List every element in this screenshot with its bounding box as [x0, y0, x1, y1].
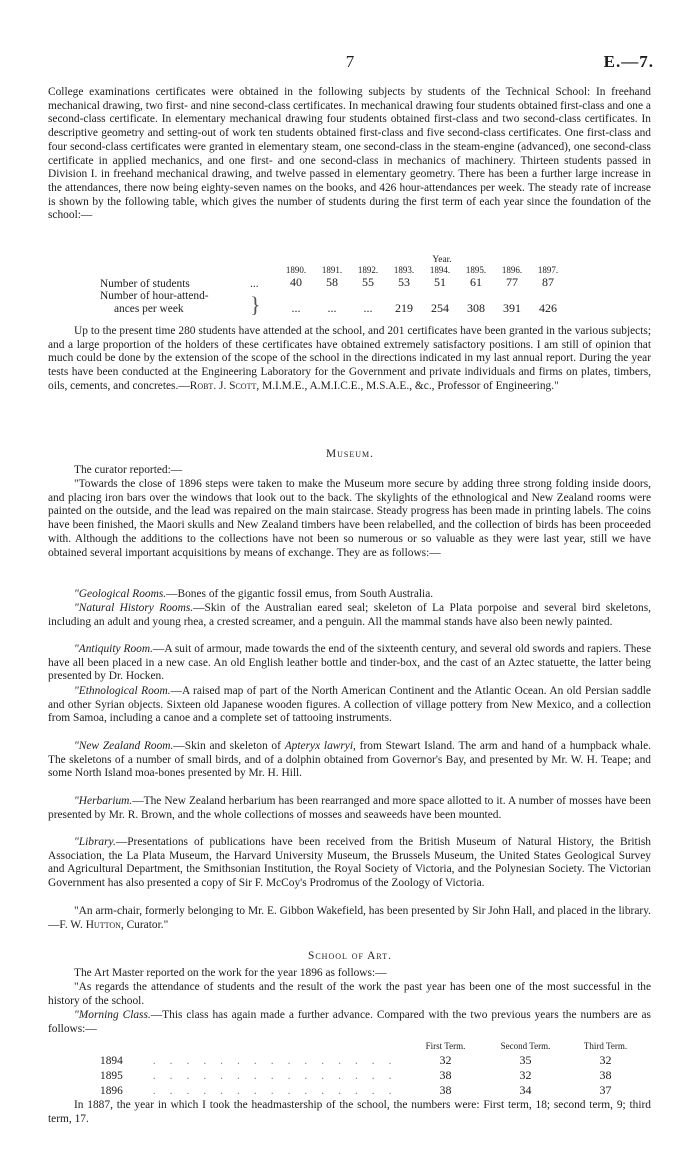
year-cell: 1896. [501, 265, 523, 275]
paragraph-text: Up to the present time 280 students have attended at the school, and 201 certificates have been granted in the various subjects; and a large proportion of the holders of these certificates have obtained extremely satisfactory positions. I am still of opinion that much could be done by the extension of the scope of the school in the directions indicated in my last annual report. During the year tests have been conducted at the Engineering Laboratory for the Government and private individuals and firms on plates, timbers, oils, cements, and concretes.— [48, 325, 651, 392]
value-cell: 426 [539, 301, 557, 315]
morning-class-table [100, 1039, 646, 1098]
students-row [100, 275, 566, 290]
value-cell: 55 [362, 275, 374, 289]
new-zealand-paragraph [48, 740, 651, 781]
enrolment-row: 1896 ............... 38 34 37 [100, 1083, 646, 1098]
page-reference: E.—7. [603, 52, 654, 71]
row-label [100, 290, 250, 316]
value-cell: ... [363, 301, 373, 315]
antiquity-label: "Antiquity Room. [74, 643, 153, 655]
curator-reported: The curator reported:— [74, 464, 183, 476]
value-cell: 35 [519, 1053, 532, 1067]
year-cell: 1893. [393, 265, 415, 275]
value-cell: 32 [519, 1068, 532, 1082]
brace-icon: } [250, 292, 261, 317]
year-header-row [100, 265, 566, 275]
paragraph-text: —A suit of armour, made towards the end of the sixteenth century, and several old swords and rapiers. These have all been placed in a new case. An old English leather bottle and tinder-box, and the cast of an Aztec statuette, the latter being presented by Dr. Hocken. [48, 643, 651, 683]
paragraph-text: —Presentations of publications have been received from the British Museum of Natural History, the British Association, the La Plata Museum, the Harvard University Museum, the Brussels Museum, the United States Geological Survey and Agricultural Department, the Smithsonian Institution, the Royal Society of Victoria, and the Polynesian Society. The Victorian Government has also presented a copy of Sir F. McCoy's Prodromus of the Zoology of Victoria. [48, 836, 651, 890]
value-cell: 40 [290, 275, 302, 289]
row-year: 1896 [100, 1084, 123, 1097]
value-cell: 391 [503, 301, 521, 315]
technical-school-paragraph: College examinations certificates were obtained in the following subjects by students of the Technical School: In freehand mechanical drawing, two first- and nine second-class certificates. In mechanical drawing four students obtained first-class and one a second-class certificate. In elementary mechanical drawing four students obtained first-class and two second-class certificates. In descriptive geometry and setting-out of work ten students obtained first-class and five second-class certificates. One first-class and four second-class certificates were granted in elementary steam, one second-class in the steam-engine (advanced), one second-class certificate in applied mechanics, and one first- and one second-class in mechanics of machinery. Thirteen students passed in Division I. in freehand mechanical drawing, and twelve passed in elementary geometry. There has been a further large increase in the attendances, there now being eighty-seven names on the books, and 426 hour-attendances per week. The steady rate of increase is shown by the following table, which gives the number of students during the first term of each year since the foundation of the school:— [48, 86, 651, 222]
library-label: "Library. [74, 836, 116, 848]
row-label-line: ances per week [114, 303, 184, 315]
value-cell: 38 [439, 1083, 452, 1097]
column-header: Second Term. [500, 1041, 551, 1051]
natural-history-paragraph [48, 602, 651, 629]
art-paragraph-1: "As regards the attendance of students and the result of the work the past year has been one of the most successful in the history of the school. [48, 981, 651, 1007]
value-cell: 219 [395, 301, 413, 315]
paragraph-text: —Skin of the Australian eared seal; skeleton of La Plata porpoise and several bird skeletons, including an adult and young rhea, a crested screamer, and a penguin. All the mammal stands have also been newly painted. [48, 602, 651, 628]
paragraph-text: "An arm-chair, formerly belonging to Mr. E. Gibbon Wakefield, has been presented by Sir John Hall, and placed in the library.—F. W. [48, 905, 651, 931]
engineering-summary-paragraph [48, 325, 651, 394]
row-label-line: Number of hour-attend- [100, 290, 209, 302]
signature: Robt. J. Scott [189, 379, 257, 392]
value-cell: 38 [599, 1068, 612, 1082]
morning-class-label: "Morning Class. [74, 1009, 151, 1021]
year-cell: 1894. [429, 265, 451, 275]
year-cell: 1891. [321, 265, 343, 275]
row-year: 1894 [100, 1054, 123, 1067]
herbarium-paragraph [48, 795, 651, 822]
paragraph-text: , Curator." [120, 918, 169, 931]
value-cell: 53 [398, 275, 410, 289]
school-of-art-heading: School of Art. [308, 950, 392, 962]
column-header: Third Term. [583, 1041, 628, 1051]
ethnological-paragraph [48, 685, 651, 726]
paragraph-text: , M.I.M.E., A.M.I.C.E., M.S.A.E., &c., Professor of Engineering." [256, 379, 559, 392]
antiquity-paragraph [48, 643, 651, 684]
new-zealand-label: "New Zealand Room. [74, 740, 174, 752]
ethnological-label: "Ethnological Room. [74, 685, 171, 697]
paragraph-text: —A raised map of part of the North American Continent and the Atlantic Ocean. An old Persian saddle and other Syrian objects. Sixteen old Japanese wooden figures. A collection of village pottery from New Mexico, and a collection from Samoa, including a canoe and a complete set of tattooing instruments. [48, 685, 651, 725]
value-cell: 32 [599, 1053, 612, 1067]
column-header: First Term. [425, 1041, 466, 1051]
paragraph-text: —Bones of the gigantic fossil emus, from South Australia. [166, 588, 434, 600]
herbarium-label: "Herbarium. [74, 795, 133, 807]
value-cell: 77 [506, 275, 518, 289]
art-master-reported: The Art Master reported on the work for the year 1896 as follows:— [74, 967, 387, 979]
year-cell: 1892. [357, 265, 379, 275]
library-paragraph [48, 836, 651, 891]
enrolment-row: 1894 ............... 32 35 32 [100, 1053, 646, 1068]
page-number: 7 [345, 52, 355, 71]
year-label: Year. [432, 255, 452, 265]
museum-heading: Museum. [326, 448, 374, 460]
student-numbers-table [100, 255, 566, 316]
value-cell: 61 [470, 275, 482, 289]
year-cell: 1890. [285, 265, 307, 275]
value-cell: 51 [434, 275, 446, 289]
row-label: Number of students [100, 278, 190, 290]
species-name: Apteryx lawryi [284, 740, 354, 752]
geological-paragraph [48, 588, 651, 602]
art-closing-paragraph: In 1887, the year in which I took the headmastership of the school, the numbers were: First term, 18; second term, 9; third term, 17. [48, 1099, 651, 1125]
arm-chair-paragraph [48, 905, 651, 932]
value-cell: ... [327, 301, 337, 315]
natural-history-label: "Natural History Rooms. [74, 602, 194, 614]
paragraph-text: —Skin and skeleton of [173, 740, 285, 752]
value-cell: 87 [542, 275, 554, 289]
value-cell: 37 [599, 1083, 612, 1097]
value-cell: 38 [439, 1068, 452, 1082]
value-cell: 32 [439, 1053, 452, 1067]
value-cell: ... [291, 301, 301, 315]
morning-class-paragraph [48, 1009, 651, 1036]
row-year: 1895 [100, 1069, 123, 1082]
value-cell: 58 [326, 275, 338, 289]
paragraph-text: , from Stewart Island. The arm and hand of a humpback whale. The skeletons of a number of small birds, and of a dolphin obtained from Governor's Bay, and presented by Mr. W. H. Teape; and some North Island moa-bones presented by Mr. H. Hill. [48, 740, 651, 780]
value-cell: 254 [431, 301, 449, 315]
paragraph-text: —The New Zealand herbarium has been rearranged and more space allotted to it. A number of mosses have been presented by Mr. R. Brown, and the whole collections of mosses and seaweeds have been mounted. [48, 795, 651, 821]
geological-label: "Geological Rooms. [74, 588, 167, 600]
value-cell: 308 [467, 301, 485, 315]
leader-dots: ... [250, 278, 259, 290]
year-cell: 1895. [465, 265, 487, 275]
year-cell: 1897. [537, 265, 559, 275]
value-cell: 34 [519, 1083, 532, 1097]
term-header-row [100, 1039, 646, 1053]
museum-paragraph-1: "Towards the close of 1896 steps were taken to make the Museum more secure by adding three strong folding inside doors, and placing iron bars over the windows that look out to the back. The skylights of the ethnological and New Zealand rooms were painted on the outside, and the lead was repaired on the main staircase. Steady progress has been made in printing labels. The coins have been finished, the Maori skulls and New Zealand timbers have been relabelled, and the collection of birds has been proceeded with. Although the additions to the collections have not been so numerous or so valuable as they were last year, still we have obtained several important acquisitions by means of exchange. They are as follows:— [48, 478, 651, 559]
hour-attendances-row [100, 290, 566, 316]
paragraph-text: —This class has again made a further advance. Compared with the two previous years the numbers are as follows:— [48, 1009, 651, 1035]
enrolment-row: 1895 ............... 38 32 38 [100, 1068, 646, 1083]
signature: Hutton [85, 918, 121, 931]
